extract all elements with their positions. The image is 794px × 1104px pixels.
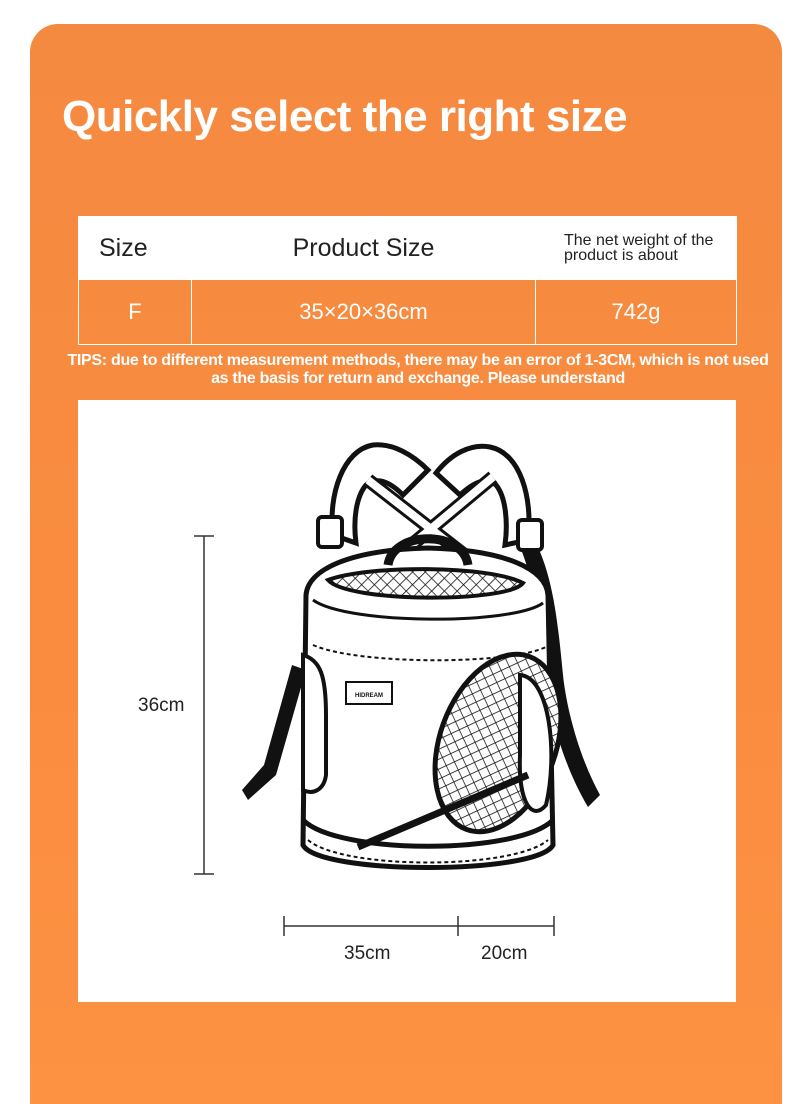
- header-product-size: Product Size: [192, 217, 536, 280]
- product-dimension-diagram: [78, 400, 736, 1002]
- width-label: 35cm: [344, 943, 391, 964]
- cell-product-size: 35×20×36cm: [192, 280, 536, 345]
- right-buckle-icon: [518, 520, 542, 550]
- header-net-weight: The net weight of the product is about: [536, 217, 737, 280]
- left-buckle-icon: [318, 517, 342, 547]
- right-shoulder-strap: [436, 446, 529, 545]
- table-row: [79, 280, 737, 345]
- cell-net-weight: 742g: [536, 280, 737, 345]
- cell-size: F: [79, 280, 192, 345]
- height-label: 36cm: [138, 695, 185, 716]
- page-title: Quickly select the right size: [62, 92, 628, 141]
- table-header-row: [79, 217, 737, 280]
- tips-note: TIPS: due to different measurement methods, there may be an error of 1-3CM, which is not used as the basis for return and exchange. Please understand: [67, 352, 769, 387]
- brand-label: HIDREAM: [355, 693, 383, 699]
- width-depth-dimension-line: [278, 912, 558, 942]
- depth-label: 20cm: [481, 943, 528, 964]
- height-dimension-line: [188, 530, 218, 880]
- size-table: [78, 216, 737, 345]
- header-size: Size: [79, 217, 192, 280]
- left-strap: [242, 665, 306, 800]
- pet-backpack-illustration: [228, 425, 628, 895]
